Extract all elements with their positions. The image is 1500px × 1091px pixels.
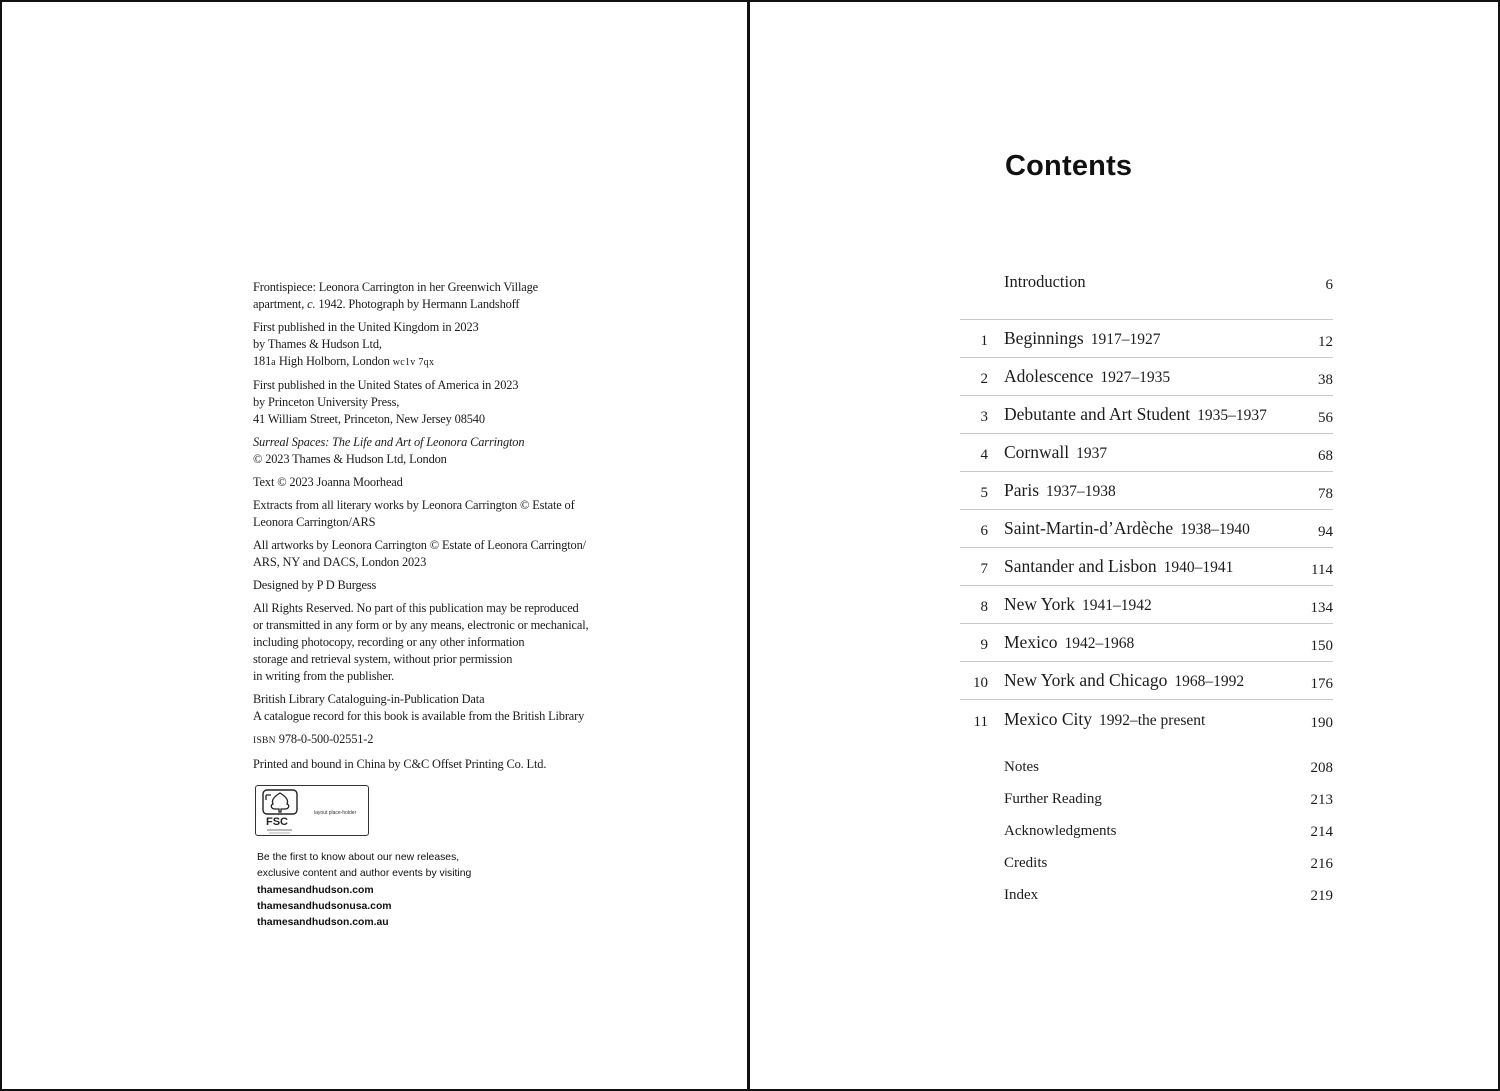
toc-chapter[interactable]	[960, 623, 1333, 661]
chapter-title: New York	[1004, 594, 1075, 614]
imprint-page	[2, 0, 747, 1091]
chapter-years: 1927–1935	[1100, 369, 1171, 386]
toc-chapter[interactable]	[960, 395, 1333, 433]
backmatter-page: 219	[1310, 888, 1333, 904]
chapter-years: 1935–1937	[1197, 407, 1267, 424]
chapter-page: 190	[1310, 715, 1333, 731]
backmatter-page: 214	[1310, 824, 1333, 840]
toc-chapter[interactable]	[960, 357, 1333, 395]
backmatter-page: 208	[1310, 760, 1333, 776]
chapter-years: 1917–1927	[1090, 331, 1161, 348]
chapter-page: 150	[1310, 638, 1333, 654]
toc-backmatter-entry[interactable]	[960, 784, 1333, 814]
cip-notice: British Library Cataloguing-in-Publication Data A catalogue record for this book is available from the British Library	[253, 692, 585, 723]
fsc-logo-text: FSC	[266, 816, 288, 828]
contents-page	[750, 0, 1498, 1091]
copyright-notice: Surreal Spaces: The Life and Art of Leonora Carrington © 2023 Thames & Hudson Ltd, London	[253, 435, 525, 466]
us-publication: First published in the United States of America in 2023 by Princeton University Press, 41 William Street, Princeton, New Jersey 08540	[253, 378, 519, 426]
chapter-page: 68	[1318, 448, 1333, 464]
toc-chapter[interactable]	[960, 547, 1333, 585]
website-link[interactable]: thamesandhudson.com.au	[257, 917, 389, 929]
chapter-years: 1968–1992	[1174, 673, 1245, 690]
toc-chapter[interactable]	[960, 471, 1333, 509]
toc-chapter[interactable]	[960, 319, 1333, 357]
chapter-number: 11	[973, 714, 988, 730]
chapter-years: 1938–1940	[1180, 521, 1250, 538]
chapter-years: 1992–the present	[1098, 712, 1206, 729]
chapter-number: 2	[980, 371, 988, 387]
toc-backmatter-entry[interactable]	[960, 848, 1333, 878]
chapter-title: New York and Chicago	[1004, 670, 1168, 690]
toc-chapter[interactable]	[960, 509, 1333, 547]
chapter-number: 8	[980, 599, 988, 615]
backmatter-title: Further Reading	[1004, 791, 1102, 807]
isbn: ISBN 978-0-500-02551-2	[253, 732, 374, 746]
website-link[interactable]: thamesandhudson.com	[257, 884, 374, 896]
toc-backmatter-entry[interactable]	[960, 880, 1333, 910]
backmatter-page: 213	[1310, 792, 1333, 808]
chapter-page: 38	[1318, 372, 1333, 388]
chapter-years: 1937	[1076, 445, 1108, 462]
backmatter-title: Notes	[1004, 759, 1039, 775]
imprint-text	[253, 279, 653, 779]
chapter-title: Beginnings	[1004, 328, 1084, 348]
chapter-title: Mexico City	[1004, 709, 1092, 729]
chapter-number: 4	[980, 447, 988, 463]
chapter-number: 6	[980, 523, 988, 539]
fsc-placeholder-label: layout place-holder	[314, 810, 357, 816]
backmatter-title: Acknowledgments	[1004, 823, 1117, 839]
chapter-title: Cornwall	[1004, 442, 1070, 462]
artworks-credit: All artworks by Leonora Carrington © Estate of Leonora Carrington/ ARS, NY and DACS, London 2023	[253, 538, 586, 569]
chapter-years: 1941–1942	[1081, 597, 1152, 614]
website-link[interactable]: thamesandhudsonusa.com	[257, 900, 392, 912]
chapter-title: Saint-Martin-d’Ardèche	[1004, 518, 1174, 538]
fsc-logo-placeholder	[255, 785, 369, 836]
toc-backmatter-entry[interactable]	[960, 752, 1333, 782]
printer-credit: Printed and bound in China by C&C Offset Printing Co. Ltd.	[253, 757, 547, 771]
chapter-page: 56	[1318, 410, 1333, 426]
chapter-number: 1	[980, 333, 988, 349]
chapter-number: 5	[980, 485, 988, 501]
designer-credit: Designed by P D Burgess	[253, 578, 377, 592]
toc-chapter[interactable]	[960, 661, 1333, 699]
backmatter-page: 216	[1310, 856, 1333, 872]
publisher-promo: Be the first to know about our new releases, exclusive content and author events by visiting thamesandhudson.com thamesandhudsonusa.com thamesandhudson.com.au	[257, 850, 577, 931]
page-title: Contents	[1005, 150, 1133, 182]
chapter-title: Debutante and Art Student	[1004, 404, 1191, 424]
uk-publication: First published in the United Kingdom in 2023 by Thames & Hudson Ltd, 181a High Holborn, London wc1v 7qx	[253, 320, 479, 368]
toc-entry-page: 6	[1325, 277, 1333, 293]
chapter-page: 134	[1310, 600, 1333, 616]
fsc-tree-icon	[262, 789, 302, 835]
frontispiece-credit: Frontispiece: Leonora Carrington in her Greenwich Village apartment, c. 1942. Photograph by Hermann Landshoff	[253, 280, 539, 311]
toc-chapter[interactable]	[960, 699, 1333, 738]
backmatter-title: Credits	[1004, 855, 1048, 871]
chapter-number: 10	[973, 675, 988, 691]
rights-notice: All Rights Reserved. No part of this publication may be reproduced or transmitted in any form or by any means, electronic or mechanical, including photocopy, recording or any other information storage and retrieval system, without prior permission in writing from the publisher.	[253, 601, 589, 683]
toc-chapter[interactable]	[960, 585, 1333, 623]
chapter-title: Santander and Lisbon	[1004, 556, 1157, 576]
backmatter-title: Index	[1004, 887, 1039, 903]
chapter-title: Paris	[1004, 480, 1039, 500]
chapter-number: 3	[980, 409, 988, 425]
chapter-page: 114	[1311, 562, 1333, 578]
toc-chapter[interactable]	[960, 433, 1333, 471]
extracts-credit: Extracts from all literary works by Leonora Carrington © Estate of Leonora Carrington/ARS	[253, 498, 575, 529]
chapter-years: 1937–1938	[1046, 483, 1116, 500]
chapter-years: 1942–1968	[1064, 635, 1135, 652]
chapter-page: 78	[1318, 486, 1333, 502]
chapter-page: 94	[1318, 524, 1333, 540]
chapter-years: 1940–1941	[1163, 559, 1234, 576]
chapter-number: 7	[980, 561, 988, 577]
chapter-title: Adolescence	[1004, 366, 1094, 386]
chapter-number: 9	[980, 637, 988, 653]
chapter-page: 12	[1318, 334, 1333, 350]
text-credit: Text © 2023 Joanna Moorhead	[253, 475, 403, 489]
toc-backmatter-entry[interactable]	[960, 816, 1333, 846]
toc-entry-title: Introduction	[1004, 272, 1086, 291]
toc-entry-introduction[interactable]	[960, 263, 1333, 300]
chapter-page: 176	[1310, 676, 1333, 692]
chapter-title: Mexico	[1004, 632, 1058, 652]
